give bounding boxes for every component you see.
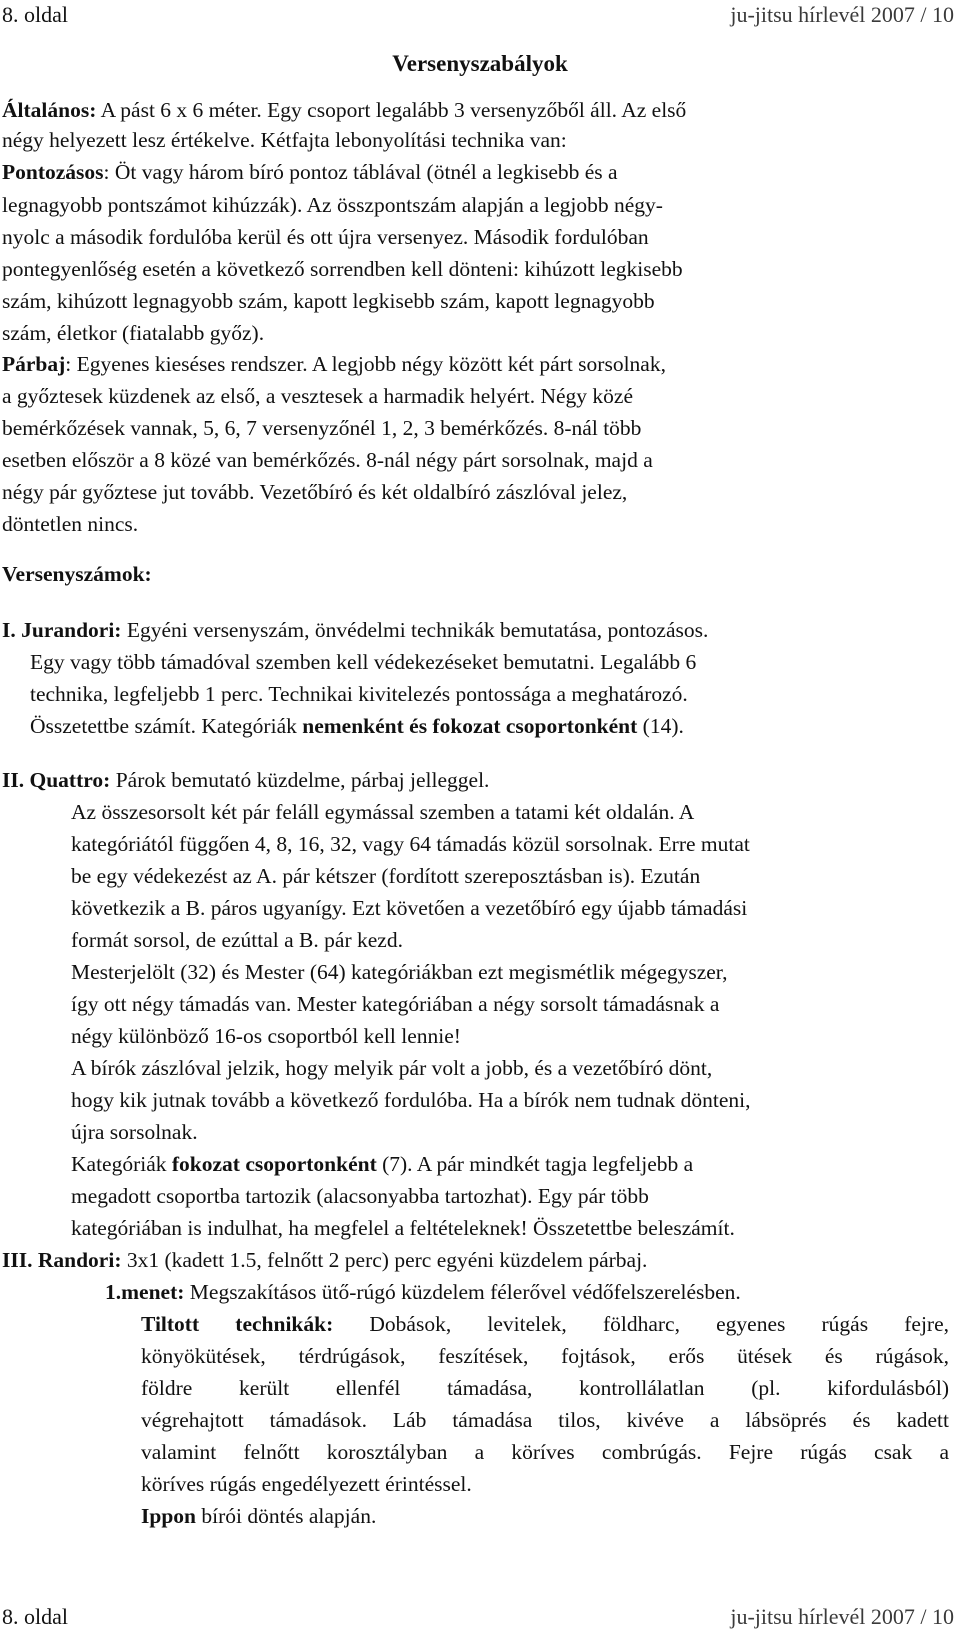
quattro-line-11: újra sorsolnak. — [71, 1120, 198, 1144]
forbidden-line-5: valamint felnőtt korosztályban a köríves combrúgás. Fejre rúgás csak a — [141, 1440, 949, 1464]
general-label: Általános: — [2, 98, 97, 122]
footer-newsletter: ju-jitsu hírlevél 2007 / 10 — [730, 1604, 954, 1629]
footer-page-label: 8. oldal — [2, 1604, 68, 1629]
general-line-8: szám, életkor (fiatalabb győz). — [2, 321, 265, 345]
general-line-12: esetben először a 8 közé van bemérkőzés. 8-nál négy párt sorsolnak, majd a — [2, 448, 653, 472]
jurandori-num: I. — [2, 618, 16, 642]
quattro-line-4: következik a B. páros ugyanígy. Ezt követően a vezetőbíró egy újabb támadási — [71, 896, 748, 920]
quattro-line-7: így ott négy támadás van. Mester kategóriában a négy sorsolt támadásnak a — [71, 992, 720, 1016]
randori-line-intro — [2, 1246, 647, 1274]
quattro-line-10: hogy kik jutnak tovább a következő fordulóba. Ha a bírók nem tudnak dönteni, — [71, 1088, 751, 1112]
general-line-13: négy pár győztese jut tovább. Vezetőbíró és két oldalbíró zászlóval jelez, — [2, 480, 628, 504]
quattro-line-14: kategóriában is indulhat, ha megfelel a feltételeknek! Összetettbe beleszámít. — [71, 1216, 735, 1240]
randori-num: III. — [2, 1248, 33, 1272]
general-line-14: döntetlen nincs. — [2, 512, 139, 536]
general-line-11: bemérkőzések vannak, 5, 6, 7 versenyzőnél 1, 2, 3 bemérkőzés. 8-nál több — [2, 416, 642, 440]
quattro-line-6: Mesterjelölt (32) és Mester (64) kategóriákban ezt megismétlik mégegyszer, — [71, 960, 728, 984]
randori-name: Randori: — [37, 1248, 122, 1272]
jurandori-text-4b: nemenként és fokozat csoportonként — [302, 714, 638, 738]
bout-text: Megszakításos ütő-rúgó küzdelem félerővel védőfelszerelésben. — [184, 1280, 741, 1304]
header-page-label: 8. oldal — [2, 2, 68, 27]
quattro-name: Quattro: — [29, 768, 111, 792]
general-text-1: A pást 6 x 6 méter. Egy csoport legalább 3 versenyzőből áll. Az első — [96, 98, 687, 122]
quattro-line-9: A bírók zászlóval jelzik, hogy melyik pár volt a jobb, és a vezetőbíró dönt, — [71, 1056, 713, 1080]
quattro-line-2: kategóriától függően 4, 8, 16, 32, vagy 64 támadás közül sorsolnak. Erre mutat — [71, 832, 750, 856]
general-line-10: a győztesek küzdenek az első, a vesztesek a harmadik helyért. Négy közé — [2, 384, 633, 408]
general-line-9 — [2, 350, 666, 378]
events-heading: Versenyszámok: — [2, 562, 152, 586]
jurandori-line-3: technika, legfeljebb 1 perc. Technikai kivitelezés pontossága a meghatározó. — [30, 682, 688, 706]
points-label: Pontozásos — [2, 160, 104, 184]
quattro-line-12 — [71, 1150, 693, 1178]
quattro-text-12b: fokozat csoportonként — [171, 1152, 377, 1176]
quattro-line-1: Az összesorsolt két pár feláll egymással szemben a tatami két oldalán. A — [71, 800, 695, 824]
quattro-line-8: négy különböző 16-os csoportból kell lennie! — [71, 1024, 461, 1048]
general-line-6: pontegyenlőség esetén a következő sorrendben kell dönteni: kihúzott legkisebb — [2, 257, 683, 281]
general-line-7: szám, kihúzott legnagyobb szám, kapott legkisebb szám, kapott legnagyobb — [2, 289, 655, 313]
ippon-text: bírói döntés alapján. — [196, 1504, 377, 1528]
jurandori-text-4c: (14). — [637, 714, 684, 738]
general-line-1 — [2, 96, 686, 124]
forbidden-line-3: földre került ellenfél támadása, kontrollálatlan (pl. kifordulásból) — [141, 1376, 949, 1400]
quattro-text-12a: Kategóriák — [71, 1152, 172, 1176]
quattro-line-3: be egy védekezést az A. pár kétszer (fordított szereposztásban is). Ezután — [71, 864, 701, 888]
header-newsletter: ju-jitsu hírlevél 2007 / 10 — [730, 2, 954, 27]
forbidden-label: Tiltott technikák: — [141, 1312, 334, 1336]
bout-label: 1.menet: — [105, 1280, 185, 1304]
forbidden-text-1: Dobások, levitelek, földharc, egyenes rúgás fejre, — [333, 1312, 949, 1336]
jurandori-name: Jurandori: — [21, 618, 122, 642]
randori-intro-text: 3x1 (kadett 1.5, felnőtt 2 perc) perc egyéni küzdelem párbaj. — [121, 1248, 648, 1272]
ippon-label: Ippon — [141, 1504, 196, 1528]
general-line-3 — [2, 158, 618, 186]
forbidden-line-1 — [141, 1310, 949, 1338]
duel-label: Párbaj — [2, 352, 66, 376]
jurandori-line-4 — [30, 712, 684, 740]
forbidden-line-2: könyökütések, térdrúgások, feszítések, fojtások, erős ütések és rúgások, — [141, 1344, 949, 1368]
quattro-text-12c: (7). A pár mindkét tagja legfeljebb a — [376, 1152, 694, 1176]
quattro-line-intro — [2, 766, 489, 794]
general-line-4: legnagyobb pontszámot kihúzzák). Az összpontszám alapján a legjobb négy- — [2, 193, 663, 217]
quattro-line-5: formát sorsol, de ezúttal a B. pár kezd. — [71, 928, 403, 952]
quattro-num: II. — [2, 768, 25, 792]
page-title: Versenyszabályok — [392, 51, 568, 76]
forbidden-line-6: köríves rúgás engedélyezett érintéssel. — [141, 1472, 472, 1496]
quattro-line-13: megadott csoportba tartozik (alacsonyabba tartozhat). Egy pár több — [71, 1184, 649, 1208]
jurandori-text-4a: Összetettbe számít. Kategóriák — [30, 714, 303, 738]
jurandori-text-1: Egyéni versenyszám, önvédelmi technikák bemutatása, pontozásos. — [121, 618, 709, 642]
general-text-3: : Öt vagy három bíró pontoz táblával (ötnél a legkisebb és a — [103, 160, 618, 184]
ippon-line — [141, 1502, 376, 1530]
quattro-intro-text: Párok bemutató küzdelme, párbaj jelleggel. — [110, 768, 490, 792]
general-line-5: nyolc a második fordulóba kerül és ott újra versenyez. Második fordulóban — [2, 225, 649, 249]
general-line-2: négy helyezett lesz értékelve. Kétfajta lebonyolítási technika van: — [2, 128, 567, 152]
forbidden-line-4: végrehajtott támadások. Láb támadása tilos, kivéve a lábsöprés és kadett — [141, 1408, 949, 1432]
general-text-9: : Egyenes kieséses rendszer. A legjobb négy között két párt sorsolnak, — [65, 352, 666, 376]
jurandori-line-2: Egy vagy több támadóval szemben kell védekezéseket bemutatni. Legalább 6 — [30, 650, 697, 674]
randori-bout-line — [105, 1278, 741, 1306]
jurandori-line-1 — [2, 616, 708, 644]
